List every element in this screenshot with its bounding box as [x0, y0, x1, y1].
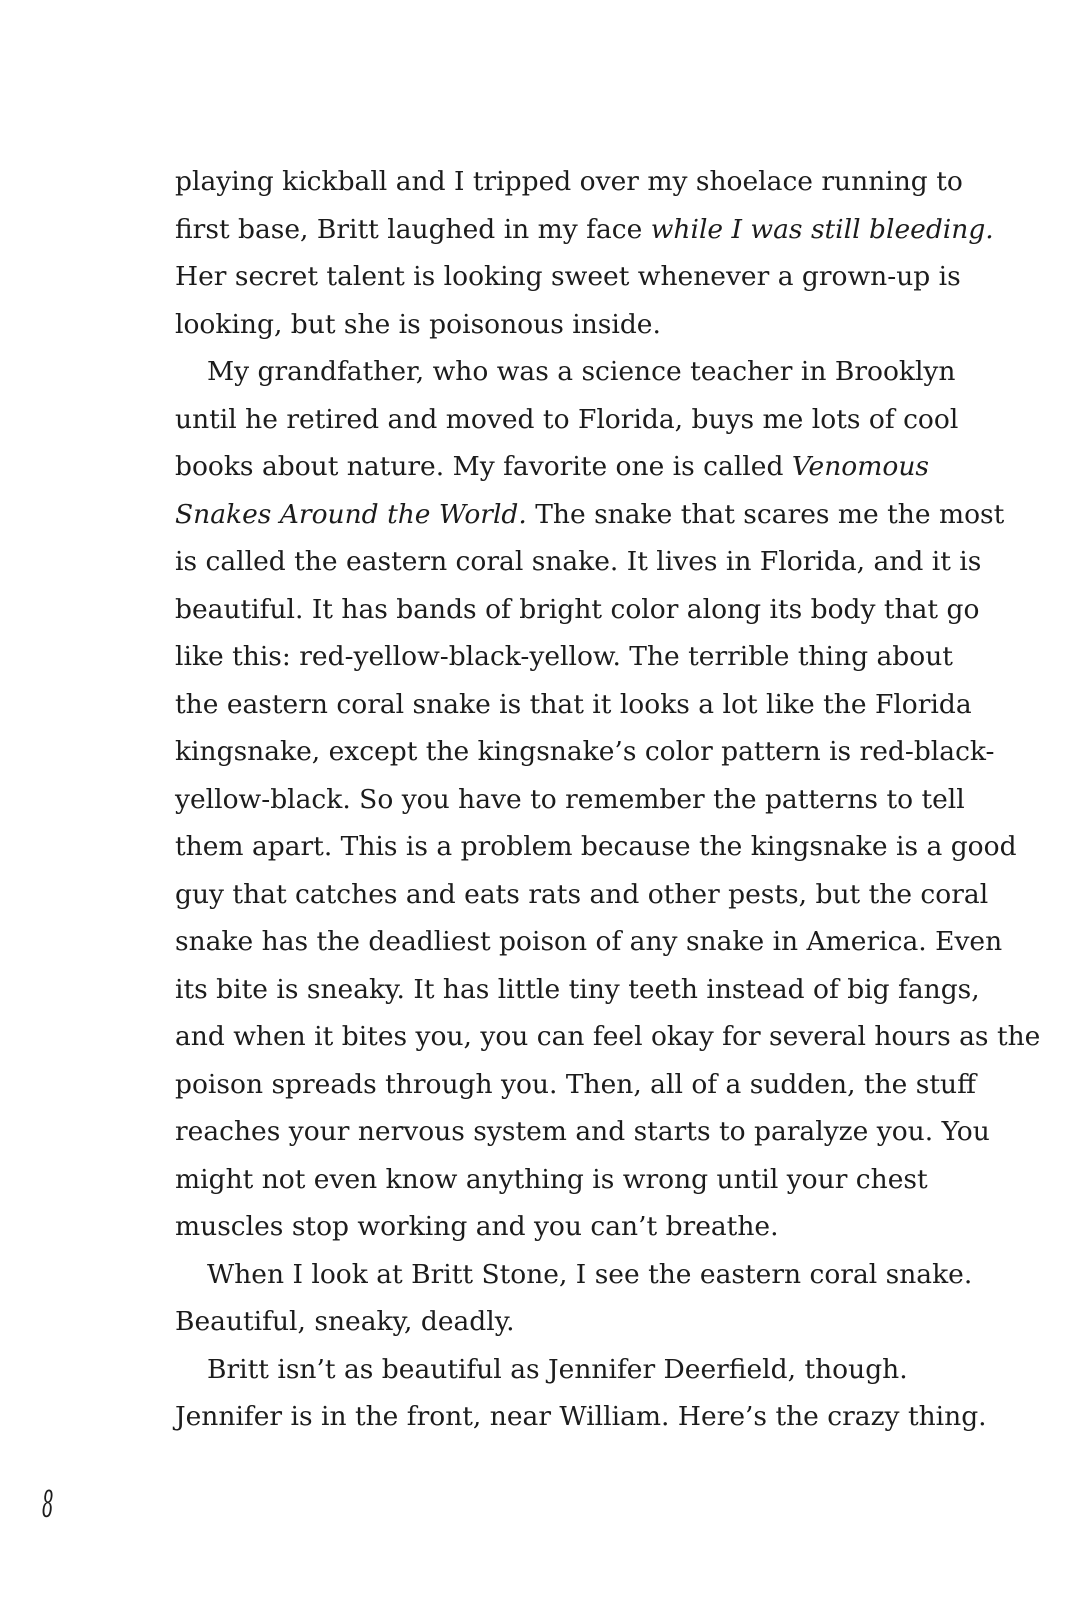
text-line: playing kickball and I tripped over my shoelace running to	[175, 166, 963, 197]
book-title-part-2: Snakes Around the World.	[175, 498, 527, 530]
italic-phrase: while I was still bleeding.	[650, 213, 994, 245]
text-line: the eastern coral snake is that it looks a lot like the Florida	[175, 688, 972, 720]
text-line: its bite is sneaky. It has little tiny teeth instead of big fangs,	[175, 973, 980, 1005]
text-line: Jennifer is in the front, near William. Here’s the crazy thing.	[175, 1401, 987, 1432]
text-line: reaches your nervous system and starts to paralyze you. You	[175, 1116, 990, 1147]
text-line: looking, but she is poisonous inside.	[175, 308, 661, 340]
text-line: poison spreads through you. Then, all of a sudden, the stuff	[175, 1068, 976, 1100]
text-line: muscles stop working and you can’t breathe.	[175, 1211, 779, 1242]
text-line: My grandfather, who was a science teacher in Brooklyn	[207, 356, 956, 387]
text-line: and when it bites you, you can feel okay for several hours as the	[175, 1021, 1041, 1052]
text-line: Snakes Around the World. The snake that scares me the most	[175, 498, 1005, 530]
text-line: When I look at Britt Stone, I see the eastern coral snake.	[207, 1258, 973, 1290]
page-number: 8	[42, 1485, 54, 1526]
text-line: until he retired and moved to Florida, buys me lots of cool	[175, 403, 959, 435]
text-line: guy that catches and eats rats and other pests, but the coral	[175, 878, 989, 910]
text-line: like this: red-yellow-black-yellow. The terrible thing about	[175, 641, 953, 672]
text-line: is called the eastern coral snake. It lives in Florida, and it is	[175, 546, 982, 577]
text-line: snake has the deadliest poison of any snake in America. Even	[175, 926, 1003, 957]
text-line: them apart. This is a problem because the kingsnake is a good	[175, 831, 1017, 862]
text-line: kingsnake, except the kingsnake’s color pattern is red-black-	[175, 736, 995, 767]
text-line: Beautiful, sneaky, deadly.	[175, 1306, 515, 1337]
body-text	[175, 158, 1041, 1441]
book-title-part-1: Venomous	[791, 451, 930, 482]
text-line: Britt isn’t as beautiful as Jennifer Deerfield, though.	[207, 1353, 908, 1385]
text-line: beautiful. It has bands of bright color along its body that go	[175, 593, 980, 625]
text-line: yellow-black. So you have to remember the patterns to tell	[175, 783, 965, 815]
text-line: first base, Britt laughed in my face while I was still bleeding.	[175, 213, 994, 245]
text-line: might not even know anything is wrong until your chest	[175, 1163, 928, 1195]
text-line: books about nature. My favorite one is called Venomous	[175, 451, 930, 482]
text-line: Her secret talent is looking sweet whenever a grown-up is	[175, 261, 961, 292]
